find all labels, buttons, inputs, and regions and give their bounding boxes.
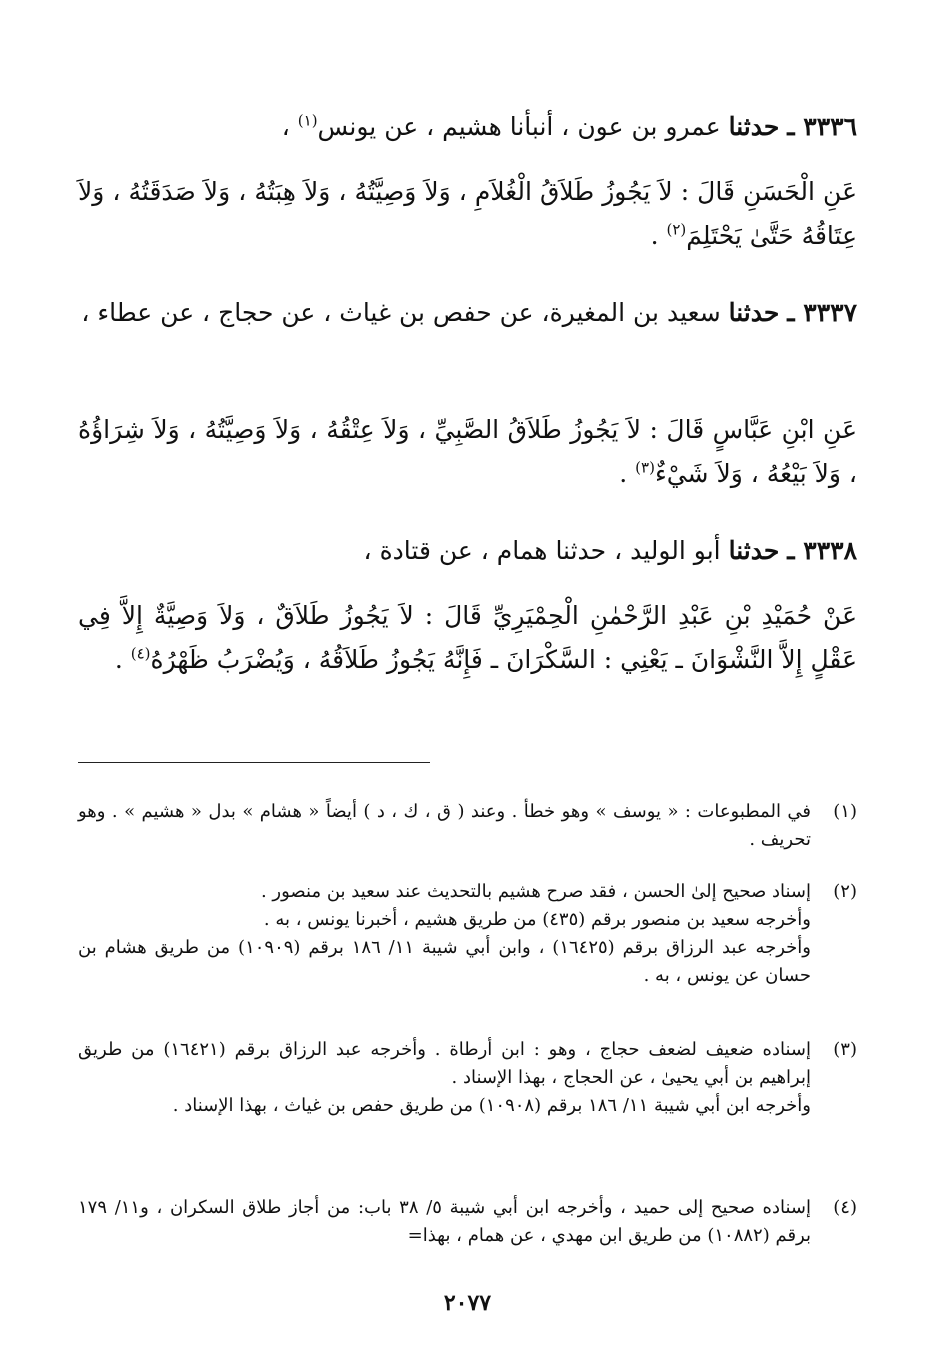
footnote-ref: (٣) <box>635 458 655 477</box>
matn-text: عَنِ ابْنِ عَبَّاسٍ قَالَ : لاَ يَجُوزُ طَلاَقُ الصَّبِيِّ ، وَلاَ عِتْقُهُ ، وَلاَ وَصِيَّتُهُ ، وَلاَ شِرَاؤُهُ ، وَلاَ بَيْعُهُ ، وَلاَ شَيْءٌ <box>78 415 857 488</box>
isnad-text: سعيد بن المغيرة، عن حفص بن غياث ، عن حجاج ، عن عطاء ، <box>81 298 721 327</box>
footnote-ref: (٢) <box>666 220 687 239</box>
hadith-number: ٣٣٣٦ ـ <box>787 112 857 141</box>
matn-text: عَنِ الْحَسَنِ قَالَ : لاَ يَجُوزُ طَلاَقُ الْغُلاَمِ ، وَلاَ وَصِيَّتُهُ ، وَلاَ هِبَتُهُ ، وَلاَ صَدَقَتُهُ ، وَلاَ عِتَاقُهُ حَتَّىٰ يَحْتَلِمَ <box>78 177 857 250</box>
footnote-separator <box>78 762 430 763</box>
haddathana-word: حدثنا <box>728 536 780 565</box>
footnote-number: (١) <box>833 801 857 822</box>
footnote-line: إسناده ضعيف لضعف حجاج ، وهو : ابن أرطاة . وأخرجه عبد الرزاق برقم (١٦٤٢١) من طريق إبراهيم بن أبي يحيىٰ ، عن الحجاج ، بهذا الإسناد . <box>78 1039 812 1088</box>
matn-text: عَنْ حُمَيْدِ بْنِ عَبْدِ الرَّحْمٰنِ الْحِمْيَرِيِّ قَالَ : لاَ يَجُوزُ طَلاَقٌ ، وَلاَ وَصِيَّةٌ إِلاَّ فِي عَقْلٍ إِلاَّ النَّشْوَانَ ـ يَعْنِي : السَّكْرَانَ ـ فَإِنَّهُ يَجُوزُ طَلاَقُهُ ، وَيُضْرَبُ ظَهْرُهُ <box>78 601 857 674</box>
hadith-3337-isnad <box>78 294 857 333</box>
hadith-3338-matn <box>78 594 857 682</box>
hadith-3337-matn <box>78 408 857 496</box>
footnote-1 <box>78 798 857 854</box>
footnote-2 <box>78 878 857 990</box>
footnote-line: إسناده صحيح إلى حميد ، وأخرجه ابن أبي شيبة ٥/ ٣٨ باب: من أجاز طلاق السكران ، و١١/ ١٧٩ برقم (١٠٨٨٢) من طريق ابن مهدي ، عن همام ، بهذا= <box>78 1197 811 1246</box>
matn-end: . <box>114 644 131 674</box>
hadith-number: ٣٣٣٨ ـ <box>787 536 857 565</box>
page-number: ٢٠٧٧ <box>443 1290 492 1316</box>
isnad-text: أبو الوليد ، حدثنا همام ، عن قتادة ، <box>363 536 721 565</box>
haddathana-word: حدثنا <box>728 112 780 141</box>
footnote-line: وأخرجه ابن أبي شيبة ١١/ ١٨٦ برقم (١٠٩٠٨) من طريق حفص بن غياث ، بهذا الإسناد . <box>172 1094 811 1116</box>
footnote-4 <box>78 1194 857 1250</box>
isnad-text: عمرو بن عون ، أنبأنا هشيم ، عن يونس <box>317 112 721 141</box>
footnote-line: وأخرجه عبد الرزاق برقم (١٦٤٢٥) ، وابن أبي شيبة ١١/ ١٨٦ برقم (١٠٩٠٩) من طريق هشام بن حسان عن يونس ، به . <box>78 936 811 986</box>
hadith-3336-isnad <box>78 108 857 147</box>
footnote-ref: (٤) <box>130 644 151 663</box>
hadith-number: ٣٣٣٧ ـ <box>787 298 857 327</box>
footnote-number: (٣) <box>833 1039 857 1060</box>
matn-end: . <box>619 458 636 488</box>
footnote-number: (٢) <box>833 881 857 902</box>
footnote-line: إسناد صحيح إلىٰ الحسن ، فقد صرح هشيم بالتحديث عند سعيد بن منصور . <box>260 881 811 902</box>
footnote-line: وأخرجه سعيد بن منصور برقم (٤٣٥) من طريق هشيم ، أخبرنا يونس ، به . <box>263 908 811 930</box>
footnote-ref: (١) <box>297 111 318 130</box>
haddathana-word: حدثنا <box>728 298 780 327</box>
footnote-3 <box>78 1036 857 1120</box>
footnote-line: في المطبوعات : « يوسف » وهو خطأ . وعند ( ق ، ك ، د ) أيضاً « هشام » بدل « هشيم » . وهو تحريف . <box>78 801 811 850</box>
footnote-number: (٤) <box>833 1197 857 1218</box>
isnad-tail: ، <box>281 112 298 141</box>
hadith-3338-isnad <box>78 532 857 571</box>
hadith-3336-matn <box>78 170 857 258</box>
matn-end: . <box>650 220 667 250</box>
